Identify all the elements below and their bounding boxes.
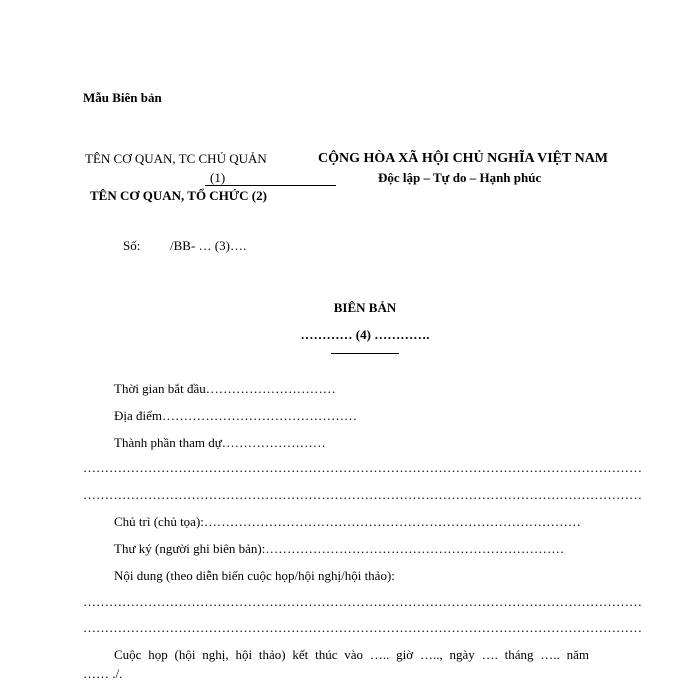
- document-title: BIÊN BẢN: [333, 300, 397, 315]
- number-value: /BB- … (3)….: [170, 238, 247, 253]
- location-field: Địa điểm………………………………………: [114, 408, 358, 423]
- chair-field: Chủ trì (chủ tọa):……………………………………………………………………………: [114, 514, 581, 529]
- header-left-rule: [205, 185, 336, 186]
- blank-line-2: …………………………………………………………………………………………………………………: [83, 487, 642, 502]
- start-time-field: Thời gian bắt đầu…………………………: [114, 381, 336, 396]
- national-title: CỘNG HÒA XÃ HỘI CHỦ NGHĨA VIỆT NAM: [318, 151, 609, 166]
- blank-line-3: …………………………………………………………………………………………………………………: [83, 594, 642, 609]
- blank-line-1: …………………………………………………………………………………………………………………: [83, 460, 642, 475]
- closing-line-2: …… ./.: [83, 666, 123, 681]
- form-label: Mẫu Biên bản: [83, 90, 162, 105]
- participants-field: Thành phần tham dự……………………: [114, 435, 326, 450]
- national-motto: Độc lập – Tự do – Hạnh phúc: [378, 170, 542, 185]
- secretary-field: Thư ký (người ghi biên bản):……………………………………………………………: [114, 541, 565, 556]
- parent-agency-name: TÊN CƠ QUAN, TC CHỦ QUẢN: [85, 151, 267, 166]
- document-subtitle: ………… (4) ………….: [300, 327, 430, 342]
- content-field: Nội dung (theo diễn biến cuộc họp/hội nghị/hội thảo):: [114, 568, 395, 583]
- blank-line-4: …………………………………………………………………………………………………………………: [83, 620, 642, 635]
- title-rule: [331, 353, 399, 354]
- number-label: Số:: [123, 238, 141, 253]
- agency-name: TÊN CƠ QUAN, TỔ CHỨC (2): [90, 188, 267, 203]
- parent-agency-note: (1): [210, 170, 226, 185]
- closing-line-1: Cuộc họp (hội nghị, hội thảo) kết thúc vào ….. giờ ….., ngày …. tháng ….. năm: [114, 647, 589, 662]
